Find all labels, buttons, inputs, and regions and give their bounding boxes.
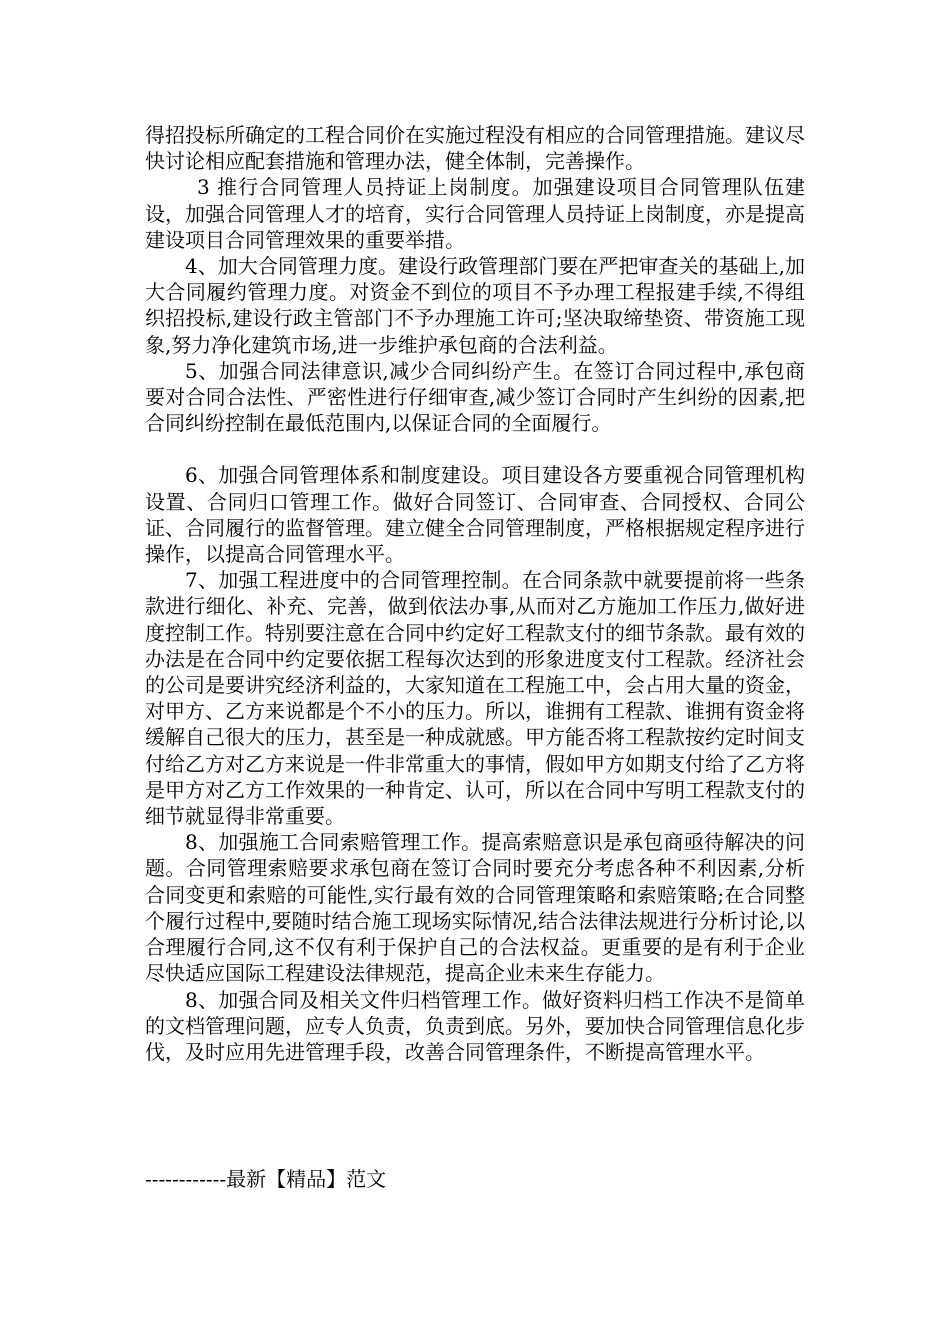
page-footer: ------------最新【精品】范文 [145, 1167, 387, 1191]
paragraph-item-7: 7、加强工程进度中的合同管理控制。在合同条款中就要提前将一些条款进行细化、补充、完善，做到依法办事,从而对乙方施加工作压力,做好进度控制工作。特别要注意在合同中约定好工程款支付的细节条款。最有效的办法是在合同中约定要依据工程每次达到的形象进度支付工程款。经济社会的公司是要讲究经济利益的，大家知道在工程施工中，会占用大量的资金，对甲方、乙方来说都是个不小的压力。所以，谁拥有工程款、谁拥有资金将缓解自己很大的压力，甚至是一种成就感。甲方能否将工程款按约定时间支付给乙方对乙方来说是一件非常重大的事情，假如甲方如期支付给了乙方将是甲方对乙方工作效果的一种肯定、认可，所以在合同中写明工程款支付的细节就显得非常重要。 [145, 568, 805, 829]
paragraph-item-3: 3 推行合同管理人员持证上岗制度。加强建设项目合同管理队伍建设，加强合同管理人才的培育，实行合同管理人员持证上岗制度，亦是提高建设项目合同管理效果的重要举措。 [145, 175, 805, 252]
paragraph-item-5: 5、加强合同法律意识,减少合同纠纷产生。在签订合同过程中,承包商要对合同合法性、严密性进行仔细审查,减少签订合同时产生纠纷的因素,把合同纠纷控制在最低范围内,以保证合同的全面履行。 [145, 358, 805, 436]
document-body [145, 122, 805, 1065]
paragraph-item-8-claims: 8、加强施工合同索赔管理工作。提高索赔意识是承包商亟待解决的问题。合同管理索赔要求承包商在签订合同时要充分考虑各种不利因素,分析合同变更和索赔的可能性,实行最有效的合同管理策略和索赔策略;在合同整个履行过程中,要随时结合施工现场实际情况,结合法律法规进行分析讨论,以合理履行合同,这不仅有利于保护自己的合法权益。更重要的是有利于企业尽快适应国际工程建设法律规范，提高企业未来生存能力。 [145, 830, 805, 986]
paragraph-item-6: 6、加强合同管理体系和制度建设。项目建设各方要重视合同管理机构设置、合同归口管理工作。做好合同签订、合同审查、合同授权、合同公证、合同履行的监督管理。建立健全合同管理制度，严格根据规定程序进行操作，以提高合同管理水平。 [145, 463, 805, 567]
paragraph-item-4: 4、加大合同管理力度。建设行政管理部门要在严把审查关的基础上,加大合同履约管理力度。对资金不到位的项目不予办理工程报建手续,不得组织招投标,建设行政主管部门不予办理施工许可;坚决取缔垫资、带资施工现象,努力净化建筑市场,进一步维护承包商的合法利益。 [145, 254, 805, 357]
paragraph-item-8-archive: 8、加强合同及相关文件归档管理工作。做好资料归档工作决不是简单的文档管理问题，应专人负责，负责到底。另外，要加快合同管理信息化步伐，及时应用先进管理手段，改善合同管理条件，不断提高管理水平。 [145, 987, 805, 1064]
paragraph-continuation: 得招投标所确定的工程合同价在实施过程没有相应的合同管理措施。建议尽快讨论相应配套措施和管理办法，健全体制，完善操作。 [145, 123, 805, 174]
paragraph-spacer [145, 436, 805, 462]
